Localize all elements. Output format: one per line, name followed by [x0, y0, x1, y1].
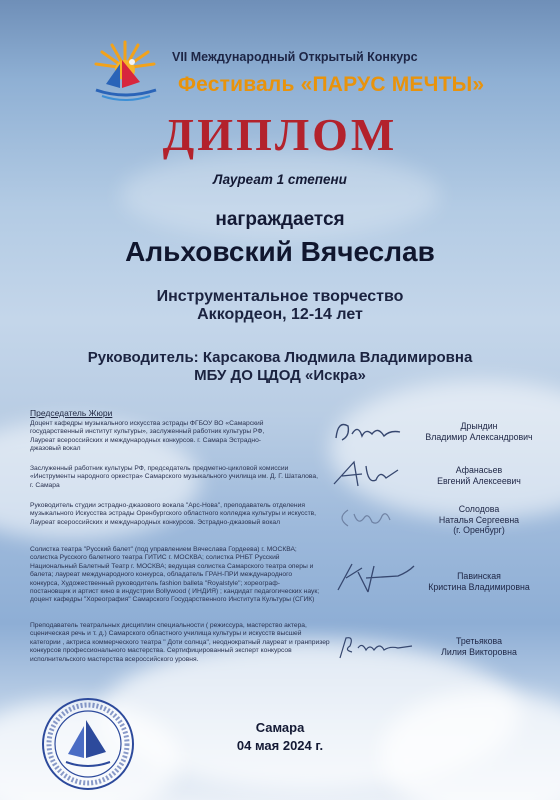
cloud-decoration — [330, 380, 560, 520]
recipient-name: Альховский Вячеслав — [125, 236, 435, 267]
jury-member-given-name: Кристина Владимировна — [428, 581, 530, 592]
jury-member-name — [410, 504, 548, 536]
leader-organization: МБУ ДО ЦДОД «Искра» — [194, 367, 366, 384]
city: Самара — [255, 720, 305, 735]
jury-member-given-name: Владимир Александрович — [425, 431, 533, 442]
nomination-category: Инструментальное творчество — [156, 288, 404, 305]
jury-member-name — [410, 465, 548, 486]
jury-member-description: Солистка театра "Русский балет" (под управлением Вячеслава Гордеева) г. МОСКВА; солистка Русского балетного театра ГИТИС г. МОСКВА; солистка РНБТ Русский Национальный Балетный Театр г. МОСКВА; ведущая солистка Самарского театра оперы и балета; лауреат международного конкурса, обладатель ГРАН-ПРИ международного конкурса, Художественный руководитель fashion balleta "Royalstyle"; хореограф-постановщик и артист кино в индустрии Bollywood ( ИНДИЯ) ; кандидат педагогических наук; доцент кафедры "Хореография" Самарского Государственного Института Культуры (СГИК) — [30, 546, 320, 604]
festival-title: Фестиваль «ПАРУС МЕЧТЫ» — [178, 73, 485, 96]
jury-member-surname: Павинская — [457, 571, 501, 581]
jury-heading: Председатель Жюри — [30, 408, 113, 418]
awarded-label: награждается — [215, 209, 345, 230]
jury-member-surname: Дрындин — [460, 421, 498, 431]
jury-member-city: (г. Оренбург) — [453, 525, 505, 536]
jury-member-description: Заслуженный работник культуры РФ, председатель предметно-цикловой комиссии «Инструменты народного оркестра» Самарского музыкального училища им. Д. Г. Шаталова, г. Самара — [30, 465, 318, 489]
contest-title: VII Международный Открытый Конкурс — [172, 50, 418, 64]
jury-member-description: Преподаватель театральных дисциплин специальности ( режиссура, мастерство актера, сценическая речь и т. д.) Самарского областного училища культуры и искусств высшей категории , актриса коммерческого театра " Доти солнца", неоднократный лауреат и гранпризер конкурсов профессионального мастерства. Сертифицированный эксперт конкурсов исполнительского мастерства всероссийского уровня. — [30, 622, 330, 663]
signature-icon — [328, 500, 418, 536]
sail-dream-festival-logo-icon — [82, 38, 168, 104]
laureate-degree: Лауреат 1 степени — [213, 172, 347, 187]
jury-member-description: Руководитель студии эстрадно-джазового вокала "Арс-Нова", преподаватель отделения музыкального Искусства эстрады Оренбургского областного колледжа культуры и искусств, Лауреат всероссийских и международных конкурсов. Эстрадно-джазовый вокал — [30, 502, 317, 526]
jury-member-name — [410, 421, 548, 442]
diploma-title: ДИПЛОМ — [162, 109, 398, 160]
jury-member-given-name: Евгений Алексеевич — [437, 475, 521, 486]
signature-icon — [328, 630, 418, 666]
jury-member-surname: Солодова — [458, 504, 500, 514]
jury-member-surname: Третьякова — [455, 636, 503, 646]
jury-member-name — [410, 571, 548, 592]
jury-member-description: Доцент кафедры музыкального искусства эстрады ФГБОУ ВО «Самарский государственный институт культуры», заслуженный работник культуры РФ, Лауреат всероссийских и международных конкурсов. г. Самара Эстрадно-джазовый вокал — [30, 420, 265, 453]
date: 04 мая 2024 г. — [236, 738, 324, 753]
leader-name: Руководитель: Карсакова Людмила Владимировна — [87, 349, 473, 366]
signature-icon — [328, 456, 418, 492]
signature-icon — [328, 414, 418, 450]
nomination-instrument: Аккордеон, 12-14 лет — [197, 306, 363, 323]
jury-member-surname: Афанасьев — [455, 465, 503, 475]
jury-member-name — [410, 636, 548, 657]
jury-member-given-name: Наталья Сергеевна — [438, 514, 520, 525]
jury-member-given-name: Лилия Викторовна — [441, 646, 517, 657]
signature-icon — [328, 560, 418, 596]
